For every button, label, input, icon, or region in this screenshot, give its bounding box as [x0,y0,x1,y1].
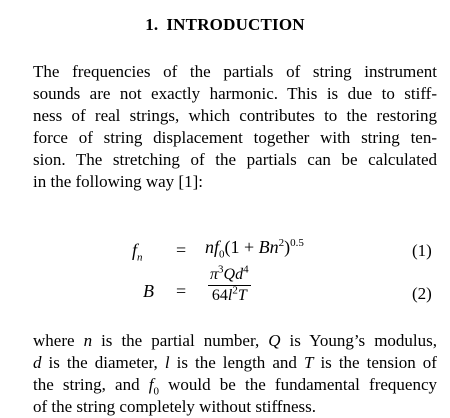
section-title: INTRODUCTION [166,15,305,34]
paragraph-line: ness of real strings, which contributes to the restoring [33,106,437,125]
section-heading [0,15,450,35]
equation-relation: = [176,240,187,260]
paragraph-line: in the following way [1]: [33,172,203,191]
fraction-numerator: $\pi^3Qd^4$ [208,266,251,286]
intro-paragraph [33,61,437,193]
equation-rhs: $nf_0(1 + Bn^2)^{0.5}$ [205,237,304,261]
paragraph-line: sounds are not exactly harmonic. This is due to stiff- [33,84,437,103]
equation-lhs: B [143,281,154,301]
fraction-denominator: $64l^2T$ [211,284,247,304]
paragraph-line: of the string completely without stiffness. [33,397,316,416]
section-number: 1. [145,15,159,34]
paragraph-line: where n is the partial number, Q is Young’s modulus, [33,331,438,350]
paragraph-line: force of string displacement together with string ten- [33,128,437,147]
equation-lhs: $f_n$ [132,240,143,264]
equation-number: (1) [412,241,432,260]
definitions-paragraph [33,330,437,418]
paragraph-line: The frequencies of the partials of string instrument [33,62,437,81]
paragraph-line: sion. The stretching of the partials can be calculated [33,150,437,169]
equation-fraction [208,263,251,305]
paragraph-line: d is the diameter, l is the length and T is the tension of [33,353,437,372]
equation-number: (2) [412,284,432,303]
paragraph-line: the string, and $f_0$ would be the fundamental frequency [33,375,437,398]
equation-relation: = [176,281,187,301]
